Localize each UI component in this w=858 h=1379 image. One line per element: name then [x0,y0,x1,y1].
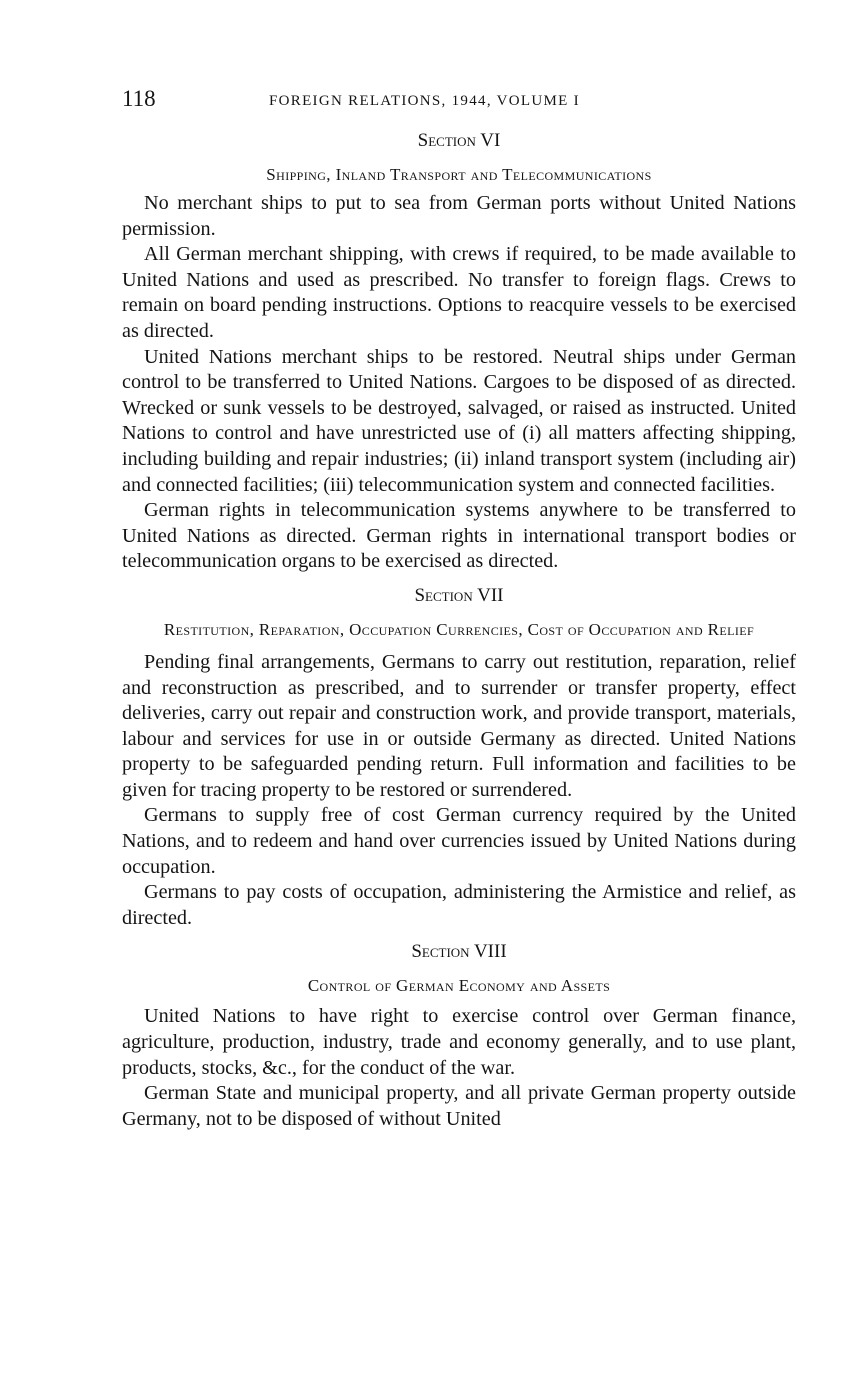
section-vii [122,583,796,932]
document-page [122,84,796,1132]
paragraph: Germans to pay costs of occupation, administering the Armistice and relief, as directed. [122,881,796,929]
paragraph: United Nations to have right to exercise control over German finance, agriculture, production, industry, trade and economy generally, and to use plant, products, stocks, &c., for the conduct of the war. [122,1005,796,1079]
running-title: FOREIGN RELATIONS, 1944, VOLUME I [269,93,580,109]
paragraph: United Nations merchant ships to be restored. Neutral ships under German control to be transferred to United Nations. Cargoes to be disposed of as directed. Wrecked or sunk vessels to be destroyed, salvaged, or raised as instructed. United Nations to control and have unrestricted use of (i) all matters affecting shipping, including building and repair industries; (ii) inland transport system (including air) and connected facilities; (iii) telecommunication system and connected facilities. [122,345,796,496]
paragraph: Pending final arrangements, Germans to carry out restitution, reparation, relief and reconstruction as prescribed, and to surrender or transfer property, effect deliveries, carry out repair and construction work, and provide transport, materials, labour and services for use in or outside Germany as directed. United Nations property to be safeguarded pending return. Full information and facilities to be given for tracing property to be restored or surrendered. [122,650,796,801]
paragraph: German rights in telecommunication systems anywhere to be transferred to United Nations as directed. German rights in international transport bodies or telecommunication organs to be exercised as directed. [122,499,796,573]
running-header [122,84,796,118]
section-subheading: Restitution, Reparation, Occupation Currencies, Cost of Occupation and Relief [163,619,755,639]
paragraph: All German merchant shipping, with crews if required, to be made available to United Nations and used as prescribed. No transfer to foreign flags. Crews to remain on board pending instructions. Options to reacquire vessels to be exercised as directed. [122,243,796,342]
paragraph: German State and municipal property, and all private German property outside Germany, not to be disposed of without United [122,1082,796,1130]
section-heading: Section VI [417,130,501,151]
section-vi [122,128,796,575]
section-subheading: Shipping, Inland Transport and Telecommunications [266,165,652,184]
paragraph: No merchant ships to put to sea from German ports without United Nations permission. [122,192,796,240]
section-heading: Section VIII [411,941,507,963]
page-number: 118 [122,86,156,111]
section-heading: Section VII [414,584,504,606]
section-subheading: Control of German Economy and Assets [307,976,611,996]
section-viii [122,939,796,1132]
paragraph: Germans to supply free of cost German currency required by the United Nations, and to redeem and hand over currencies issued by United Nations during occupation. [122,804,796,878]
